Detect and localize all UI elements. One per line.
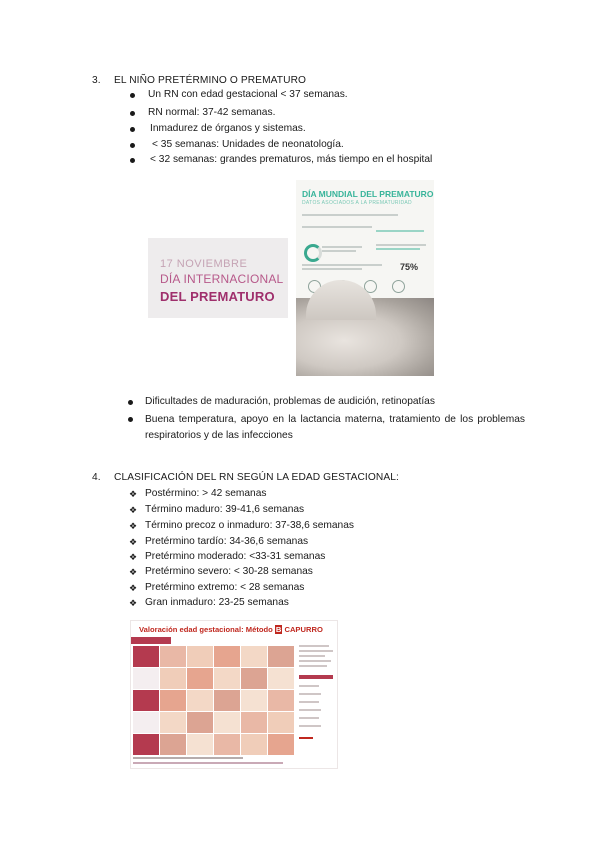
stat-icon	[392, 280, 405, 293]
section-3-number: 3.	[92, 75, 101, 86]
capurro-row-label	[132, 733, 160, 756]
list-item: < 35 semanas: Unidades de neonatología.	[152, 139, 344, 150]
bullet-dot-icon	[128, 417, 133, 422]
capurro-row-label	[132, 667, 160, 690]
capurro-cell	[213, 733, 241, 756]
capurro-row-label	[132, 711, 160, 734]
section-4-number: 4.	[92, 472, 101, 483]
capurro-grid	[132, 645, 296, 757]
diamond-bullet-icon: ❖	[129, 489, 138, 499]
bullet-dot-icon	[130, 93, 135, 98]
bullet-dot-icon	[130, 111, 135, 116]
list-item: Dificultades de maduración, problemas de audición, retinopatías	[145, 396, 435, 407]
diamond-bullet-icon: ❖	[129, 552, 138, 562]
diamond-bullet-icon: ❖	[129, 598, 138, 608]
capurro-cell	[240, 733, 268, 756]
capurro-cell	[159, 711, 187, 734]
diamond-bullet-icon: ❖	[129, 567, 138, 577]
capurro-row-label	[132, 689, 160, 712]
capurro-cell	[159, 667, 187, 690]
list-item: ❖ Pretérmino severo: < 30-28 semanas	[129, 566, 313, 577]
capurro-cell	[240, 667, 268, 690]
list-item: ❖ Postérmino: > 42 semanas	[129, 488, 267, 499]
diamond-bullet-icon: ❖	[129, 521, 138, 531]
section-4-title: CLASIFICACIÓN DEL RN SEGÚN LA EDAD GESTACIONAL:	[114, 472, 399, 483]
section-3-heading	[92, 75, 306, 86]
diamond-bullet-icon: ❖	[129, 583, 138, 593]
capurro-row-label	[132, 645, 160, 668]
list-item: Buena temperatura, apoyo en la lactancia materna, tratamiento de los problemas respiratorios y de las infecciones	[145, 412, 525, 443]
capurro-cell	[240, 711, 268, 734]
list-item: ❖ Pretérmino extremo: < 28 semanas	[129, 582, 305, 593]
infographic-stat: 75%	[400, 262, 419, 272]
diamond-bullet-icon: ❖	[129, 505, 138, 515]
list-item: < 32 semanas: grandes prematuros, más tiempo en el hospital	[150, 154, 432, 165]
prematurity-day-image	[148, 238, 288, 318]
capurro-cell	[213, 689, 241, 712]
capurro-cell	[186, 689, 214, 712]
image-line-2: DÍA INTERNACIONAL	[160, 272, 284, 286]
capurro-cell	[186, 645, 214, 668]
bullet-dot-icon	[128, 400, 133, 405]
capurro-title: Valoración edad gestacional: Método B CAPURRO	[139, 625, 323, 634]
bullet-dot-icon	[130, 143, 135, 148]
infographic-title: DÍA MUNDIAL DEL PREMATURO	[302, 189, 434, 199]
capurro-cell	[267, 711, 295, 734]
capurro-cell	[186, 711, 214, 734]
image-line-3: DEL PREMATURO	[160, 289, 275, 304]
capurro-cell	[267, 689, 295, 712]
capurro-legend	[297, 637, 335, 747]
list-item: Un RN con edad gestacional < 37 semanas.	[148, 89, 348, 100]
capurro-cell	[240, 689, 268, 712]
capurro-cell	[267, 733, 295, 756]
capurro-cell	[213, 645, 241, 668]
list-item: ❖ Término precoz o inmaduro: 37-38,6 semanas	[129, 520, 354, 531]
capurro-cell	[267, 645, 295, 668]
capurro-cell	[240, 645, 268, 668]
capurro-cell	[213, 667, 241, 690]
list-item: RN normal: 37-42 semanas.	[148, 107, 275, 118]
donut-chart-icon	[304, 244, 322, 262]
capurro-cell	[159, 645, 187, 668]
list-item: Inmadurez de órganos y sistemas.	[150, 123, 306, 134]
section-3-title: EL NIÑO PRETÉRMINO O PREMATURO	[114, 75, 307, 86]
capurro-cell	[213, 711, 241, 734]
bullet-dot-icon	[130, 127, 135, 132]
image-date-text: 17 NOVIEMBRE	[160, 258, 248, 270]
capurro-cell	[159, 733, 187, 756]
capurro-method-image	[130, 620, 338, 769]
list-item: ❖ Pretérmino moderado: <33-31 semanas	[129, 551, 326, 562]
diamond-bullet-icon: ❖	[129, 537, 138, 547]
infographic-subtitle: DATOS ASOCIADOS A LA PREMATURIDAD	[302, 200, 412, 206]
section-4-heading	[92, 472, 399, 483]
list-item: ❖ Gran inmaduro: 23-25 semanas	[129, 597, 289, 608]
capurro-cell	[186, 733, 214, 756]
bullet-dot-icon	[130, 158, 135, 163]
capurro-cell	[186, 667, 214, 690]
capurro-cell	[159, 689, 187, 712]
capurro-cell	[267, 667, 295, 690]
list-item: ❖ Pretérmino tardío: 34-36,6 semanas	[129, 536, 309, 547]
prematurity-infographic	[296, 180, 434, 376]
list-item: ❖ Término maduro: 39-41,6 semanas	[129, 504, 305, 515]
